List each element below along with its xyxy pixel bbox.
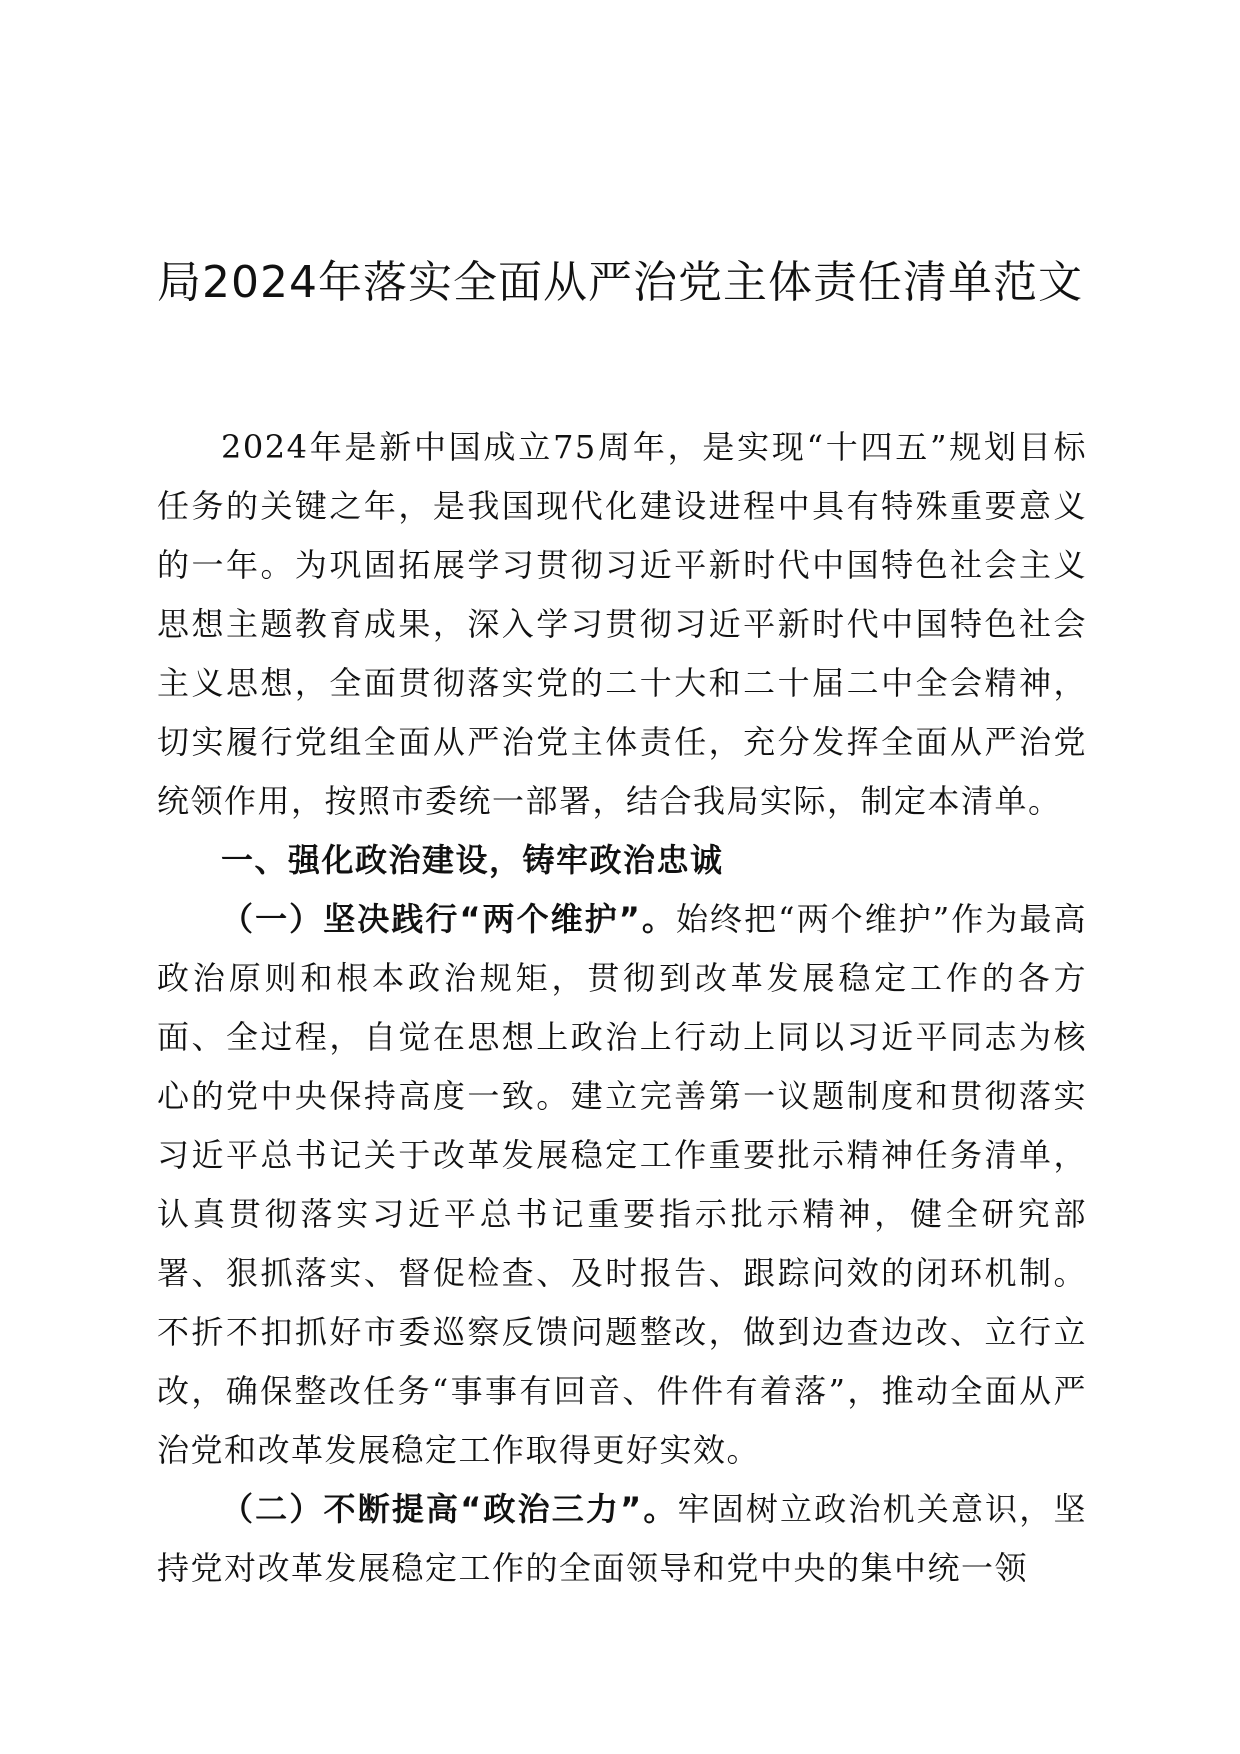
- section-heading-1: 一、强化政治建设，铸牢政治忠诚: [221, 841, 724, 879]
- document-body: [157, 418, 1087, 1598]
- section-1-item-2: [157, 1480, 1087, 1598]
- document-title: 局2024年落实全面从严治党主体责任清单范文: [157, 257, 1083, 308]
- item-2-lead: （二）不断提高“政治三力”。: [221, 1490, 678, 1528]
- item-2-text: 牢固树立政治机关意识，坚持党对改革发展稳定工作的全面领导和党中央的集中统一领: [157, 1490, 1087, 1587]
- item-1-lead: （一）坚决践行“两个维护”。: [221, 900, 676, 938]
- section-1-item-1: [157, 890, 1087, 1480]
- intro-paragraph: 2024年是新中国成立75周年，是实现“十四五”规划目标任务的关键之年，是我国现代化建设进程中具有特殊重要意义的一年。为巩固拓展学习贯彻习近平新时代中国特色社会主义思想主题教育成果，深入学习贯彻习近平新时代中国特色社会主义思想，全面贯彻落实党的二十大和二十届二中全会精神，切实履行党组全面从严治党主体责任，充分发挥全面从严治党统领作用，按照市委统一部署，结合我局实际，制定本清单。: [157, 428, 1087, 820]
- item-1-text: 始终把“两个维护”作为最高政治原则和根本政治规矩，贯彻到改革发展稳定工作的各方面、全过程，自觉在思想上政治上行动上同以习近平同志为核心的党中央保持高度一致。建立完善第一议题制度和贯彻落实习近平总书记关于改革发展稳定工作重要批示精神任务清单，认真贯彻落实习近平总书记重要指示批示精神，健全研究部署、狠抓落实、督促检查、及时报告、跟踪问效的闭环机制。不折不扣抓好市委巡察反馈问题整改，做到边查边改、立行立改，确保整改任务“事事有回音、件件有着落”，推动全面从严治党和改革发展稳定工作取得更好实效。: [157, 900, 1087, 1469]
